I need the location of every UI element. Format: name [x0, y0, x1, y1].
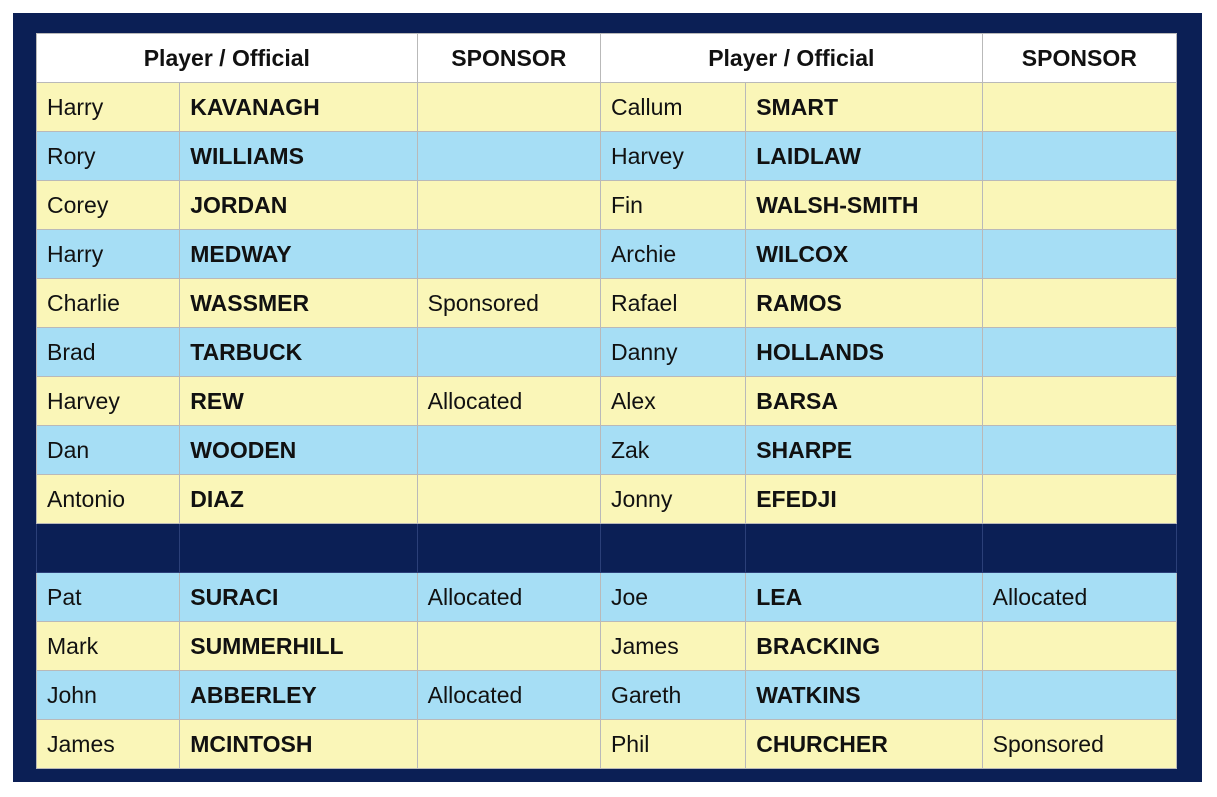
player-first-name: Danny	[600, 328, 745, 377]
header-sponsor-right: SPONSOR	[982, 34, 1176, 83]
player-last-name: SMART	[746, 83, 982, 132]
player-last-name: RAMOS	[746, 279, 982, 328]
sponsor-status: Allocated	[982, 573, 1176, 622]
sponsor-status	[417, 181, 600, 230]
player-first-name: Fin	[600, 181, 745, 230]
table-row	[37, 230, 1177, 279]
player-first-name: Phil	[600, 720, 745, 769]
sponsor-status	[982, 377, 1176, 426]
sponsor-status: Sponsored	[982, 720, 1176, 769]
sponsor-status	[417, 524, 600, 573]
player-last-name: BRACKING	[746, 622, 982, 671]
player-last-name: LAIDLAW	[746, 132, 982, 181]
sponsor-status	[417, 426, 600, 475]
player-first-name: James	[600, 622, 745, 671]
header-sponsor-left: SPONSOR	[417, 34, 600, 83]
player-last-name: EFEDJI	[746, 475, 982, 524]
player-first-name: Mark	[37, 622, 180, 671]
player-last-name	[180, 524, 417, 573]
sponsor-status	[417, 720, 600, 769]
player-first-name: Rafael	[600, 279, 745, 328]
sponsor-status	[982, 328, 1176, 377]
player-first-name	[600, 524, 745, 573]
sponsor-status	[982, 132, 1176, 181]
sponsor-status: Sponsored	[417, 279, 600, 328]
table-row	[37, 377, 1177, 426]
sponsor-status: Allocated	[417, 671, 600, 720]
player-first-name: Corey	[37, 181, 180, 230]
table-row	[37, 83, 1177, 132]
player-last-name: HOLLANDS	[746, 328, 982, 377]
player-last-name	[746, 524, 982, 573]
player-last-name: SURACI	[180, 573, 417, 622]
player-last-name: WILLIAMS	[180, 132, 417, 181]
player-last-name: LEA	[746, 573, 982, 622]
player-first-name: Archie	[600, 230, 745, 279]
player-first-name: Callum	[600, 83, 745, 132]
header-player-official-right: Player / Official	[600, 34, 982, 83]
table-row	[37, 328, 1177, 377]
player-first-name: Charlie	[37, 279, 180, 328]
roster-body	[37, 83, 1177, 769]
sponsor-status	[417, 83, 600, 132]
player-first-name: Rory	[37, 132, 180, 181]
header-player-official-left: Player / Official	[37, 34, 418, 83]
sponsor-status: Allocated	[417, 377, 600, 426]
player-first-name: Gareth	[600, 671, 745, 720]
player-last-name: WASSMER	[180, 279, 417, 328]
sponsor-status	[982, 181, 1176, 230]
sponsor-status	[417, 132, 600, 181]
sponsor-status	[982, 524, 1176, 573]
table-row	[37, 720, 1177, 769]
player-last-name: SHARPE	[746, 426, 982, 475]
sponsor-status	[982, 475, 1176, 524]
sponsor-status: Allocated	[417, 573, 600, 622]
player-last-name: WATKINS	[746, 671, 982, 720]
table-row	[37, 671, 1177, 720]
sponsor-status	[417, 230, 600, 279]
table-row	[37, 132, 1177, 181]
separator-row	[37, 524, 1177, 573]
table-row	[37, 475, 1177, 524]
player-last-name: MEDWAY	[180, 230, 417, 279]
player-first-name: Harry	[37, 230, 180, 279]
player-last-name: ABBERLEY	[180, 671, 417, 720]
player-first-name: Dan	[37, 426, 180, 475]
table-row	[37, 181, 1177, 230]
header-row	[37, 34, 1177, 83]
table-row	[37, 279, 1177, 328]
sponsor-status	[982, 279, 1176, 328]
player-first-name: Pat	[37, 573, 180, 622]
player-last-name: CHURCHER	[746, 720, 982, 769]
player-first-name: John	[37, 671, 180, 720]
player-last-name: TARBUCK	[180, 328, 417, 377]
sponsor-status	[417, 328, 600, 377]
sponsor-status	[982, 622, 1176, 671]
player-first-name: Joe	[600, 573, 745, 622]
player-last-name: MCINTOSH	[180, 720, 417, 769]
roster-frame	[13, 13, 1202, 782]
player-first-name: Harvey	[600, 132, 745, 181]
player-first-name	[37, 524, 180, 573]
sponsor-status	[982, 671, 1176, 720]
sponsor-status	[982, 230, 1176, 279]
player-last-name: WOODEN	[180, 426, 417, 475]
player-first-name: Brad	[37, 328, 180, 377]
player-last-name: KAVANAGH	[180, 83, 417, 132]
player-last-name: SUMMERHILL	[180, 622, 417, 671]
table-row	[37, 426, 1177, 475]
player-last-name: WALSH-SMITH	[746, 181, 982, 230]
sponsor-status	[417, 622, 600, 671]
player-first-name: Harvey	[37, 377, 180, 426]
table-row	[37, 573, 1177, 622]
player-last-name: BARSA	[746, 377, 982, 426]
player-first-name: Alex	[600, 377, 745, 426]
table-row	[37, 622, 1177, 671]
player-first-name: Jonny	[600, 475, 745, 524]
player-last-name: JORDAN	[180, 181, 417, 230]
player-last-name: REW	[180, 377, 417, 426]
player-first-name: James	[37, 720, 180, 769]
sponsor-status	[982, 83, 1176, 132]
player-last-name: WILCOX	[746, 230, 982, 279]
sponsor-status	[982, 426, 1176, 475]
player-first-name: Harry	[37, 83, 180, 132]
sponsor-status	[417, 475, 600, 524]
player-last-name: DIAZ	[180, 475, 417, 524]
roster-table	[36, 33, 1177, 769]
player-first-name: Antonio	[37, 475, 180, 524]
player-first-name: Zak	[600, 426, 745, 475]
